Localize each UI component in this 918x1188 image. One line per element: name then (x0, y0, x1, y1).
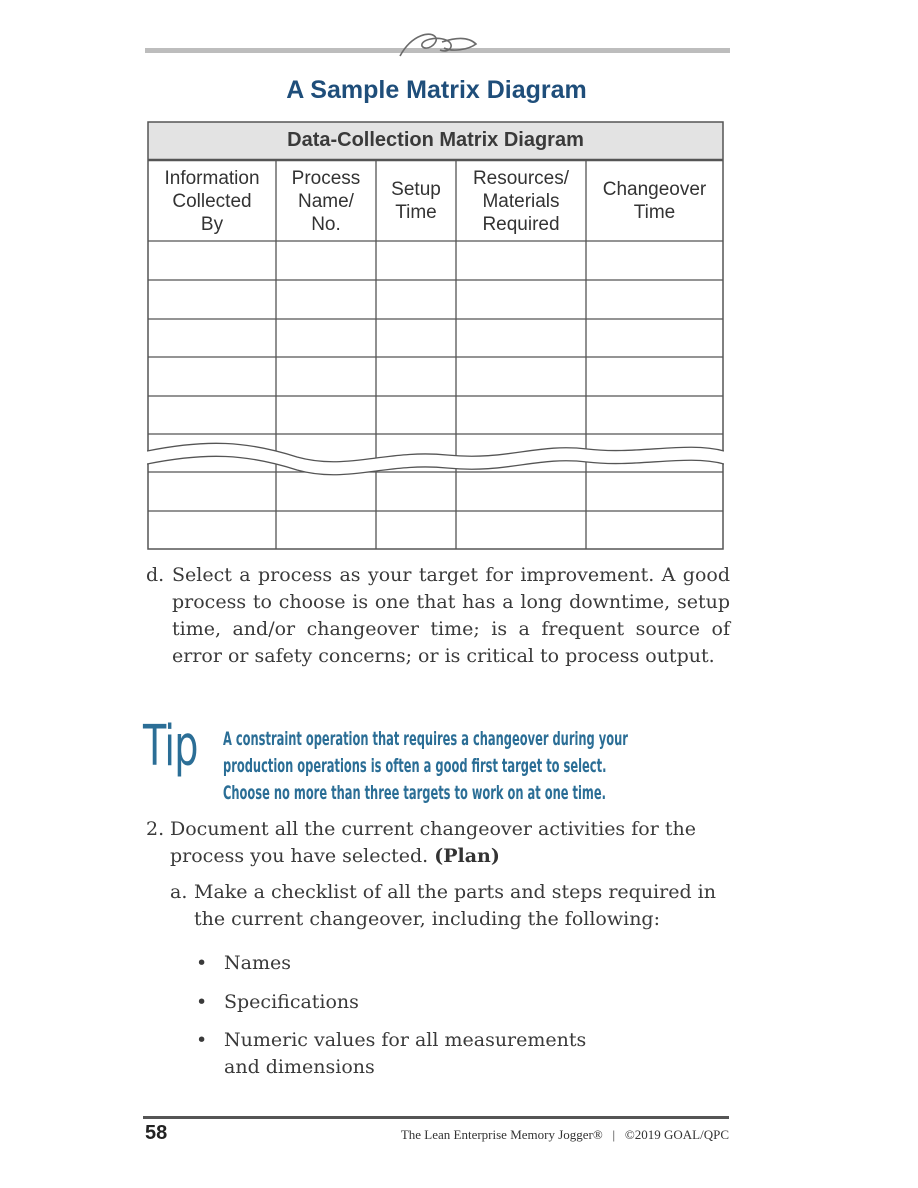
bullet-dot-icon: • (196, 1029, 208, 1051)
bullet-dot-icon: • (196, 991, 208, 1013)
matrix-header: Data-Collection Matrix Diagram (287, 129, 584, 151)
step-a-paragraph (170, 879, 730, 933)
bullet-text: Specifications (224, 991, 359, 1013)
page-number: 58 (145, 1122, 168, 1144)
flourish-ornament (392, 28, 482, 62)
step-d-label: d. (146, 564, 165, 586)
bullet-text: Names (224, 952, 291, 974)
step-a-text: Make a checklist of all the parts and steps required in the current changeover, including the following: (194, 881, 716, 930)
page-title: A Sample Matrix Diagram (286, 76, 587, 104)
col-process-name: Process Name/ No. (291, 167, 361, 235)
matrix-diagram (147, 121, 724, 550)
col-resources-materials: Resources/ Materials Required (472, 167, 570, 235)
bullet-item (196, 989, 644, 1016)
tip-line: Choose no more than three targets to work on at one time. (223, 782, 606, 804)
step-d-paragraph (146, 562, 730, 670)
footer-copyright: ©2019 GOAL/QPC (624, 1127, 729, 1142)
step-2-text: Document all the current changeover activities for the process you have selected. (170, 818, 696, 867)
col-changeover-time: Changeover Time (602, 179, 707, 223)
tip-text (223, 726, 705, 807)
footer-book-title: The Lean Enterprise Memory Jogger® (400, 1127, 603, 1142)
step-d-text: Select a process as your target for improvement. A good process to choose is one that has a long downtime, setup time, and/or changeover time; is a frequent source of error or safety concerns; or is critical to process output. (172, 564, 730, 667)
tip-line: A constraint operation that requires a changeover during your (223, 728, 628, 750)
tip-label: Tip (143, 714, 198, 779)
footer (401, 1127, 729, 1143)
step-2-label: 2. (146, 818, 165, 840)
bullet-text: Numeric values for all measurements and dimensions (224, 1029, 587, 1078)
tip-line: production operations is often a good first target to select. (223, 755, 607, 777)
bullet-dot-icon: • (196, 952, 208, 974)
bullet-item (196, 950, 644, 977)
col-information-collected-by: Information Collected By (164, 167, 260, 235)
col-setup-time: Setup Time (391, 179, 441, 223)
footer-separator: | (612, 1127, 616, 1142)
footer-rule (143, 1116, 729, 1119)
step-2-plan: (Plan) (434, 845, 500, 867)
step-2-paragraph (146, 816, 730, 870)
bullet-item (196, 1027, 624, 1081)
step-a-label: a. (170, 881, 188, 903)
